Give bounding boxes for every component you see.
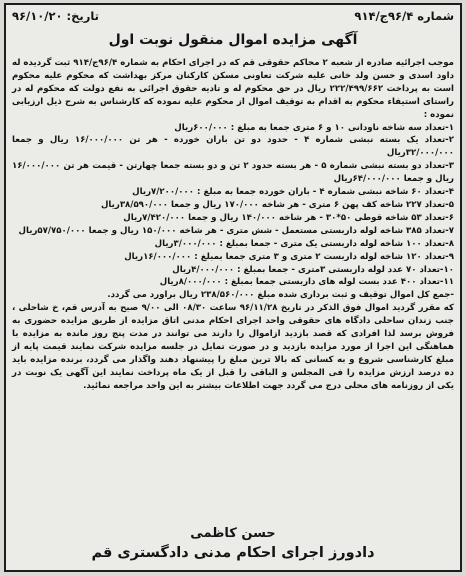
intro-paragraph: موجب اجرائیه صادره از شعبه ۲ محاکم حقوقی قم که در اجرای احکام به شماره ۹۶/۴ج/۹۱۴ ثبت گردیده له داود اسدی و حسن ولد خانی علیه شرکت تعاونی مسکن کارکنان مرکز بهداشت که محکوم علیه محکوم است به پرداخت ۲۲۲/۴۹۹/۶۶۲ ریال در حق محکوم له و تادیه حقوق اجرائی به نفع دولت که محکوم له در راستای استیفاء محکوم به اقدام به توقیف اموال از محکوم علیه نموده که کارشناس به شرح ذیل ارزیابی نموده : xyxy=(12,58,455,120)
signature-block xyxy=(6,526,460,561)
list-item: ۱-تعداد سه شاخه ناودانی ۱۰ و ۶ متری جمعا به مبلغ : ۶۰۰/۰۰۰ریال xyxy=(174,122,454,133)
list-item: ۹-تعداد ۱۲۰ شاخه لوله داربست ۲ متری و ۳ متری جمعا بمبلغ : ۱۶/۰۰۰/۰۰۰ریال xyxy=(124,251,454,262)
header-row xyxy=(12,9,454,27)
list-item: ۵-تعداد ۲۲۷ شاخه کف پهن ۶ متری - هر شاخه ۱۷۰/۰۰۰ ریال و جمعا ۳۸/۵۹۰/۰۰۰ریال xyxy=(100,199,454,210)
signer-name: حسن کاظمی xyxy=(190,526,276,541)
list-item: ۱۱-تعداد ۴۰۰ عدد بست لوله های داربستی جمعا بمبلغ : ۸/۰۰۰/۰۰۰ریال xyxy=(159,277,454,288)
closing-paragraph: که مقرر گردید اموال فوق الذکر در تاریخ ۹۶/۱۱/۲۸ ساعت ۰۸/۳۰ الی ۹/۰۰ صبح به آدرس قم، خ شاحلی ، جنب زندان ساحلی دادگاه های حقوقی واحد اجرای احکام مدنی اتاق مزایده از طریق مزایده حضوری به فروش برسد لذا افرادی که قصد بازدید ازاموال را دارند می توانند در مدت پنج روز مانده به مزایده با هماهنگی این اجرا از مورد مزایده بازدید و در صورت تمایل در جلسه مزایده شرکت نمایند قیمت پایه از مبلغ کارشناسی شروع و به کسانی که بالا ترین مبلغ را پیشنهاد دهند واگذار می گردد، برنده مزایده باید ده درصد ارزش مزایده را فی المجلس و الباقی را قبل از یک ماه پرداخت نمایند این آگهی یک نوبت در یکی از روزنامه های محلی درج می گردد جهت اطلاعات بیشتر به این واحد مراجعه نمائید. xyxy=(12,303,454,391)
list-item: ۸-تعداد ۱۰۰ شاخه لوله داربستی یک متری - جمعا بمبلغ : ۳/۰۰۰/۰۰۰ریال xyxy=(154,238,454,249)
notice-body xyxy=(12,57,454,393)
list-item: ۳-تعداد دو بسته نبشی شماره ۵ - هر بسته حدود ۲ تن و دو بسته جمعا چهارتن - قیمت هر تن ۱۶/۰۰۰/۰۰۰ ریال و جمعا ۶۴/۰۰۰/۰۰۰ریال xyxy=(12,161,454,185)
list-item: ۲-تعداد یک بسته نبشی شماره ۴ - حدود دو تن باران خورده - هر تن ۱۶/۰۰۰/۰۰۰ ریال و جمعا ۳۲/۰۰۰/۰۰۰ریال xyxy=(12,135,454,159)
list-item: ۱۰-تعداد ۷۰ عدد لوله داربستی ۳متری - جمعا بمبلغ : ۴/۰۰۰/۰۰۰ریال xyxy=(172,264,454,275)
notice-title: آگهی مزایده اموال منقول نوبت اول xyxy=(108,32,358,48)
notice-date: تاریخ: ۹۶/۱۰/۲۰ xyxy=(12,9,99,23)
notice-sheet xyxy=(4,3,462,572)
list-item: ۷-تعداد ۳۸۵ شاخه لوله داربستی مستعمل - شش متری - هر شاخه ۱۵۰/۰۰۰ ریال و جمعا ۵۷/۷۵۰/۰۰۰ریال xyxy=(18,225,454,236)
signer-office: دادورز اجرای احکام مدنی دادگستری قم xyxy=(91,545,375,561)
total-line: -جمع کل اموال توقیف و ثبت برداری شده مبلغ ۲۳۸/۵۶۰/۰۰۰ ریال براورد می گردد. xyxy=(107,290,454,301)
case-number: شماره ۹۶/۴ج/۹۱۴ xyxy=(354,9,454,23)
list-item: ۴-تعداد ۶۰ شاخه نبشی شماره ۴ - باران خورده جمعا به مبلغ : ۷/۲۰۰/۰۰۰ریال xyxy=(132,187,454,198)
list-item: ۶-تعداد ۵۳ شاخه قوطی ۵۰*۳۰ - هر شاخه ۱۴۰/۰۰۰ ریال و جمعا ۷/۴۲۰/۰۰۰ریال xyxy=(123,212,454,223)
